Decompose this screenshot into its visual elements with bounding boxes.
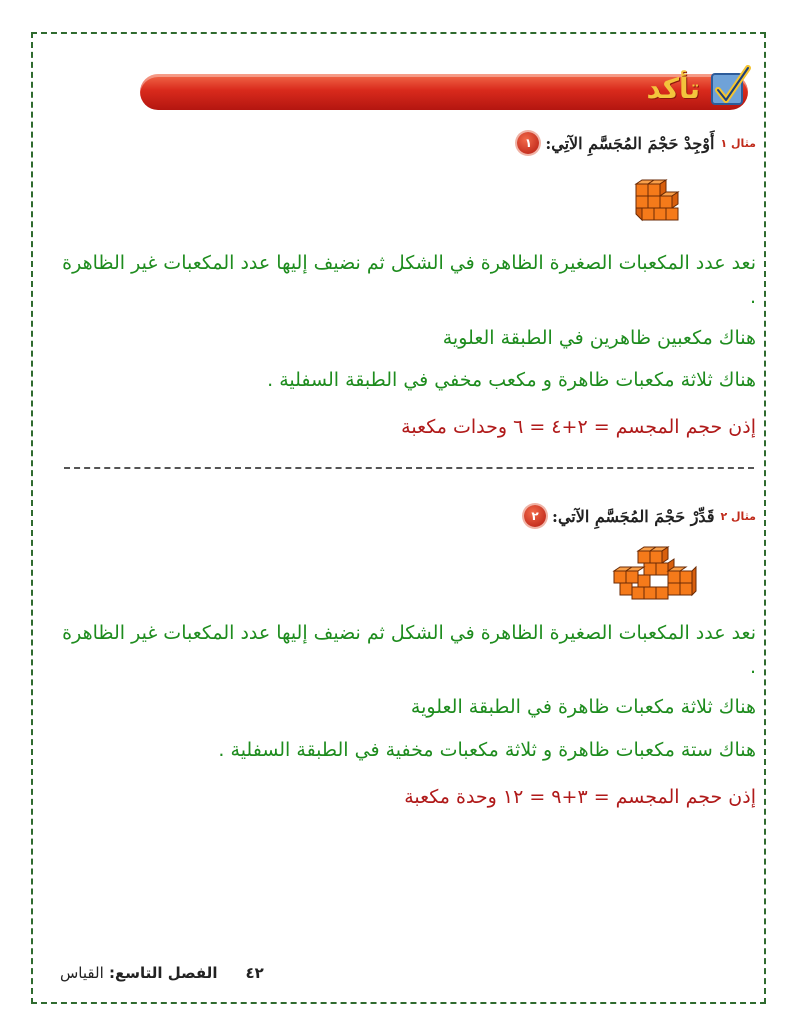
page-number: ٤٢ <box>245 964 264 982</box>
page-footer <box>60 964 264 982</box>
checkmark-icon <box>710 64 752 110</box>
example-2-line-4: إذن حجم المجسم = ٣+٩ = ١٢ وحدة مكعبة <box>404 786 756 808</box>
section-divider <box>64 467 754 469</box>
example-reference: مثال ١ <box>720 136 756 150</box>
example-number-badge: ١ <box>517 132 539 154</box>
cube-figure-2 <box>608 545 700 605</box>
example-reference: مثال ٢ <box>720 509 756 523</box>
chapter-title: الفصل التاسع: <box>108 964 218 982</box>
example-2-line-2: هناك ثلاثة مكعبات ظاهرة في الطبقة العلوية <box>410 696 756 718</box>
header-title: تأكد <box>646 72 700 105</box>
example-1-line-4: إذن حجم المجسم = ٢+٤ = ٦ وحدات مكعبة <box>401 416 756 438</box>
example-2-header <box>524 505 756 527</box>
example-number-badge: ٢ <box>524 505 546 527</box>
chapter-label <box>60 964 217 982</box>
example-1-line-2: هناك مكعبين ظاهرين في الطبقة العلوية <box>442 327 756 349</box>
example-prompt: قَدِّرْ حَجْمَ المُجَسَّمِ الآتي: <box>552 506 715 526</box>
example-2-line-3: هناك ستة مكعبات ظاهرة و ثلاثة مكعبات مخفية في الطبقة السفلية . <box>218 739 756 761</box>
example-1-line-1: نعد عدد المكعبات الصغيرة الظاهرة في الشكل ثم نضيف إليها عدد المكعبات غير الظاهرة . <box>62 252 756 308</box>
chapter-topic: القياس <box>60 964 104 982</box>
cube-figure-1 <box>628 178 688 230</box>
example-prompt: أَوْجِدْ حَجْمَ المُجَسَّمِ الآتِي: <box>545 133 715 153</box>
example-2-line-1: نعد عدد المكعبات الصغيرة الظاهرة في الشكل ثم نضيف إليها عدد المكعبات غير الظاهرة . <box>62 622 756 678</box>
example-1-header <box>517 132 756 154</box>
example-1-line-3: هناك ثلاثة مكعبات ظاهرة و مكعب مخفي في الطبقة السفلية . <box>267 369 756 391</box>
